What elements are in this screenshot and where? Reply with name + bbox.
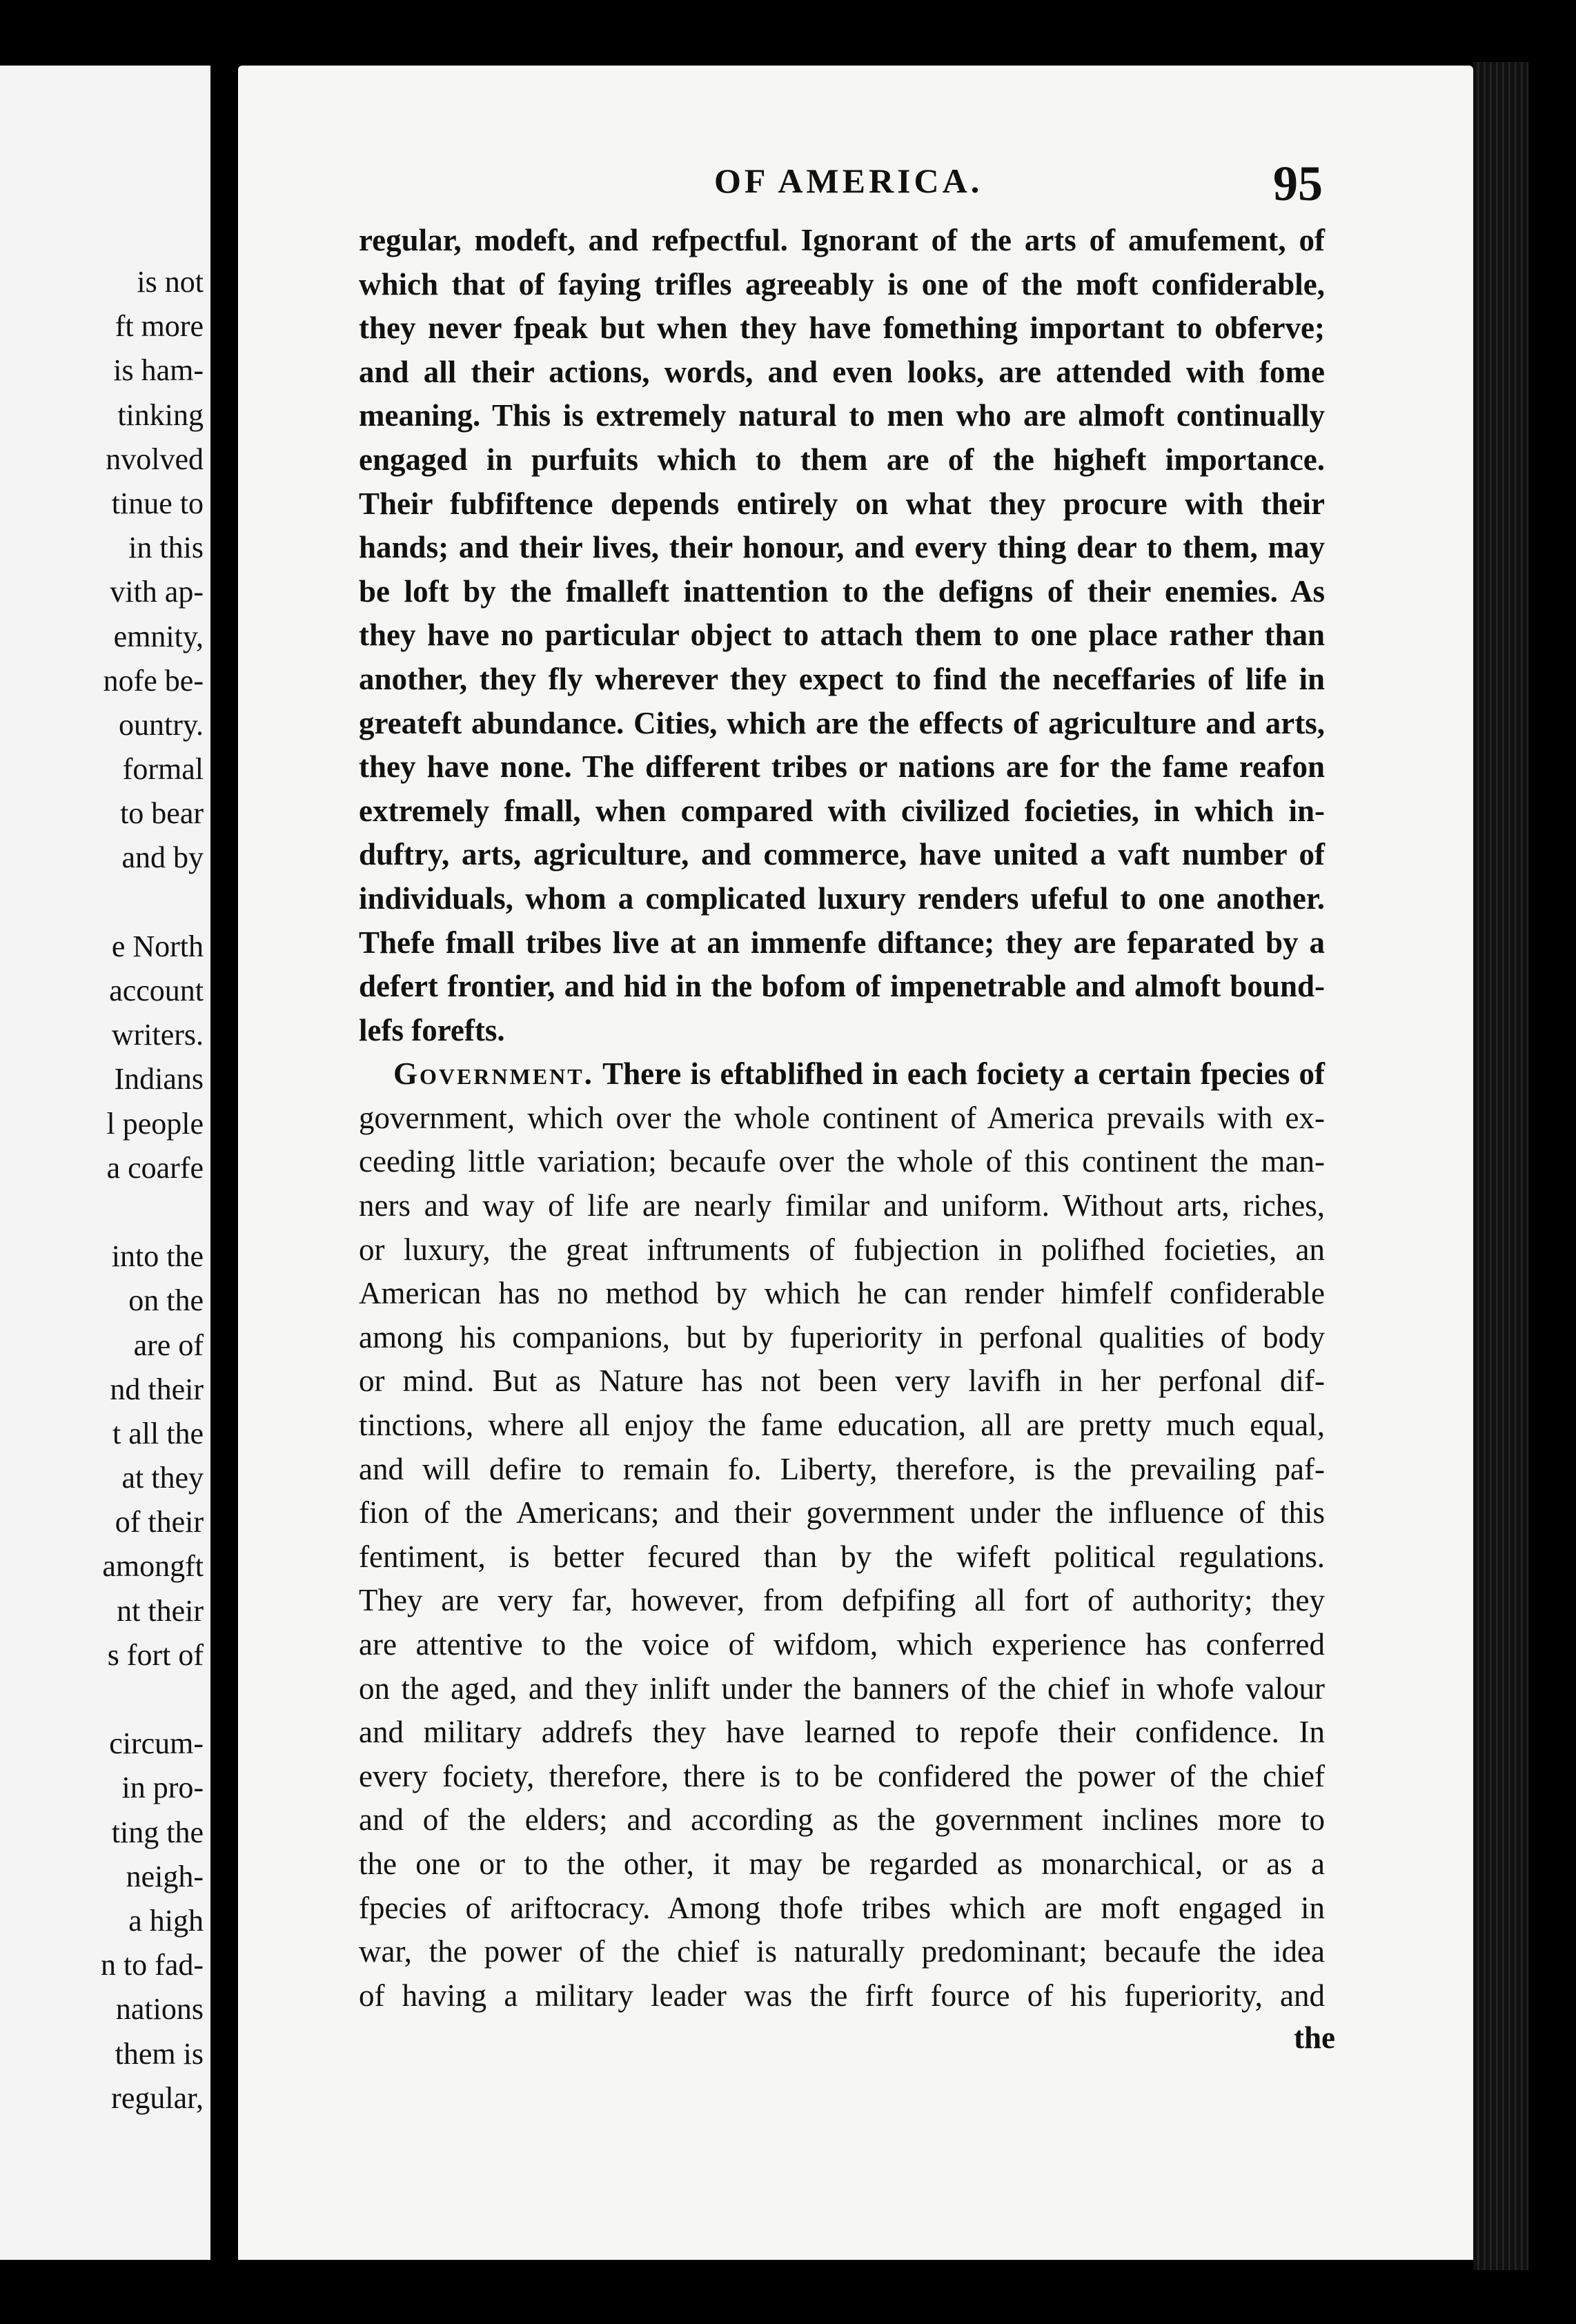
left-page-line: emnity, [113,619,204,653]
left-page-line: Indians [114,1062,204,1096]
running-head [238,155,1473,210]
text-line: greateft abundance. Cities, which are the effects of agriculture and arts, [359,705,1325,740]
left-page-line: a high [128,1903,204,1938]
text-line: individuals, whom a complicated luxury renders ufeful to one another. [359,880,1325,916]
left-page-line: tinue to [111,486,204,520]
left-page-line: at they [121,1461,204,1495]
left-page-line: vith ap- [110,575,204,609]
left-page-line: e North [111,929,204,963]
left-page-line: in pro- [121,1771,204,1805]
left-page-line: s fort of [107,1637,204,1672]
text-line: they have none. The different tribes or nations are for the fame reafon [359,749,1325,785]
left-page-line: writers. [111,1018,204,1052]
main-page [238,66,1473,2260]
left-page-line: them is [115,2036,204,2071]
text-line: Thefe fmall tribes live at an immenfe diftance; they are feparated by a [359,925,1325,960]
left-page-line: regular, [111,2080,204,2115]
body-text [359,219,1325,2018]
text-line: Their fubfiftence depends entirely on what they procure with their [359,486,1325,521]
left-page-line: t all the [112,1416,204,1450]
section-first-line [359,1052,1325,1096]
left-page-line: nt their [117,1593,204,1628]
left-page-line: formal [122,752,204,787]
text-line: or luxury, the great inftruments of fubjection in polifhed focieties, an [359,1232,1325,1267]
text-line: They are very far, however, from defpifing all fort of authority; they [359,1583,1325,1618]
text-line: ceeding little variation; becaufe over the whole of this continent the man- [359,1144,1325,1179]
left-page-fragment [0,66,210,2260]
text-line: lefs forefts. [359,1012,505,1047]
left-page-line [0,1190,204,1234]
text-line: duftry, arts, agriculture, and commerce, have united a vaft number of [359,837,1325,872]
left-page-line: l people [106,1106,204,1141]
left-page-line [0,880,204,925]
text-line: American has no method by which he can render himfelf confiderable [359,1276,1325,1311]
text-line: regular, modeft, and refpectful. Ignorant of the arts of amufement, of [359,223,1325,257]
left-page-line: of their [115,1505,204,1539]
left-page-line: into the [111,1239,204,1274]
text-line: extremely fmall, when compared with civilized focieties, in which in- [359,793,1325,828]
running-title: OF AMERICA. [714,161,983,200]
text-line: among his companions, but by fuperiority in perfonal qualities of body [359,1319,1325,1355]
left-page-line: account [109,974,204,1007]
page-number: 95 [1273,156,1323,211]
text-line: on the aged, and they inlift under the banners of the chief in whofe valour [359,1671,1325,1706]
left-page-line: ft more [115,309,204,344]
left-page-line: nations [115,1992,204,2027]
left-page-line: in this [128,531,204,565]
text-line: ners and way of life are nearly fimilar and uniform. Without arts, riches, [359,1188,1325,1223]
left-page-line: circum- [109,1726,204,1761]
left-page-line: nofe be- [103,663,204,698]
left-page-line: on the [128,1283,204,1318]
text-line: and of the elders; and according as the government inclines more to [359,1802,1325,1838]
text-line: fpecies of ariftocracy. Among thofe tribes which are moft engaged in [359,1890,1325,1925]
left-page-line: nd their [110,1372,204,1406]
text-line: and military addrefs they have learned to repofe their confidence. In [359,1715,1325,1750]
left-page-line: and by [121,840,204,875]
text-line: or mind. But as Nature has not been very lavifh in her perfonal dif- [359,1363,1325,1399]
text-line: government, which over the whole continent of America prevails with ex- [359,1100,1325,1135]
book-gutter [210,55,238,2277]
text-line: every fociety, therefore, there is to be confidered the power of the chief [359,1758,1325,1793]
left-page-line: tinking [117,397,204,432]
text-line: engaged in purfuits which to them are of the higheft importance. [359,442,1325,477]
text-line: they never fpeak but when they have fomething important to obferve; [359,311,1325,346]
left-page-line: are of [133,1328,204,1362]
left-page-line [0,1677,204,1722]
left-page-line: is ham- [113,353,204,388]
left-page-line: is not [137,265,204,299]
text-line: fentiment, is better fecured than by the wifeft political regulations. [359,1539,1325,1574]
text-line: another, they fly wherever they expect to find the neceffaries of life in [359,661,1325,696]
text-line: defert frontier, and hid in the bofom of impenetrable and almoft bound- [359,969,1325,1004]
left-page-line-fragments [0,260,204,2120]
left-page-line: to bear [120,796,204,831]
text-line: and all their actions, words, and even looks, are attended with fome [359,354,1325,389]
left-page-line: nvolved [106,442,204,476]
section-first-line-text: There is eftablifhed in each fociety a certain fpecies of [593,1056,1325,1092]
text-line: which that of faying trifles agreeably is one of the moft confiderable, [359,266,1325,302]
text-line: they have no particular object to attach them to one place rather than [359,618,1325,653]
catchword: the [1294,2020,1335,2055]
text-line: are attentive to the voice of wifdom, which experience has conferred [359,1627,1325,1662]
text-line: and will defire to remain fo. Liberty, therefore, is the prevailing paf- [359,1451,1325,1486]
text-line: of having a military leader was the firft fource of his fuperiority, and [359,1978,1325,2013]
left-page-line: amongft [102,1549,204,1584]
text-line: the one or to the other, it may be regarded as monarchical, or as a [359,1846,1325,1881]
left-page-line: neigh- [126,1859,204,1893]
left-page-line: n to fad- [100,1948,204,1982]
left-page-line: ting the [111,1815,204,1849]
page-stack-edge [1473,62,1528,2270]
text-line: fion of the Americans; and their government under the influence of this [359,1495,1325,1530]
text-line: hands; and their lives, their honour, and every thing dear to them, may [359,530,1325,565]
text-line: be loft by the fmalleft inattention to the defigns of their enemies. As [359,573,1325,609]
left-page-line: ountry. [118,707,204,742]
section-heading: Government. [393,1056,594,1092]
left-page-line: a coarfe [106,1150,204,1185]
text-line: war, the power of the chief is naturally predominant; becaufe the idea [359,1934,1325,1969]
text-line: tinctions, where all enjoy the fame education, all are pretty much equal, [359,1408,1325,1443]
text-line: meaning. This is extremely natural to men who are almoft continually [359,398,1325,433]
